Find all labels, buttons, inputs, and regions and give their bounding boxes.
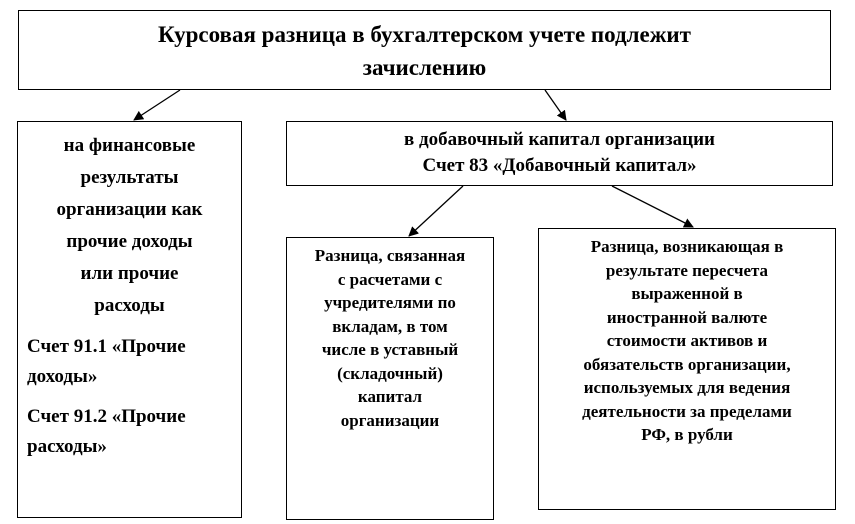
founders-line: Разница, связанная [314,246,466,265]
financial-results-box [17,121,242,518]
revaluation-line: Разница, возникающая в [590,237,784,256]
financial-results-line: организации как [56,199,203,220]
financial-results-line: или прочие [80,263,179,284]
founders-line: с расчетами с [337,269,443,289]
account-91-2-line: расходы» [27,436,107,457]
additional-capital-line: в добавочный капитал организации [404,129,715,150]
revaluation-line: используемых для ведения [583,378,791,397]
founders-line: учредителями по [324,293,456,312]
revaluation-line: РФ, в рубли [641,425,733,444]
account-91-1 [18,332,241,392]
revaluation-line: обязательств организации, [583,354,791,374]
revaluation-line: иностранной валюте [606,307,768,327]
account-91-1-line: Счет 91.1 «Прочие [27,336,186,357]
additional-capital-box [286,121,833,186]
arrow-to-financial-results [134,90,180,120]
revaluation-difference-box [538,228,836,510]
account-83-line: Счет 83 «Добавочный капитал» [422,155,697,176]
financial-results-line: расходы [94,295,165,316]
financial-results-line: прочие доходы [66,231,193,252]
account-91-2-line: Счет 91.2 «Прочие [27,406,186,427]
founders-line: вкладам, в том [332,316,448,336]
arrow-to-founders-difference [409,186,463,236]
revaluation-line: результате пересчета [605,260,769,280]
account-91-2 [18,402,241,462]
title-line-2: зачислению [362,55,487,80]
founders-difference-box [286,237,494,520]
arrow-to-revaluation-difference [612,186,693,227]
revaluation-line: стоимости активов и [606,331,768,350]
title-line-1: Курсовая разница в бухгалтерском учете подлежит [158,22,691,47]
founders-line: (складочный) [337,363,443,383]
financial-results-line: на финансовые [63,135,196,156]
founders-line: капитал [357,387,423,406]
financial-results-line: результаты [80,167,179,188]
arrow-to-additional-capital [545,90,566,120]
founders-line: организации [340,410,440,430]
revaluation-line: деятельности за пределами [582,401,792,421]
financial-results-text [18,122,241,322]
title-box [18,10,831,90]
revaluation-line: выраженной в [631,284,743,303]
founders-line: числе в уставный [321,340,459,359]
account-91-1-line: доходы» [27,366,98,387]
